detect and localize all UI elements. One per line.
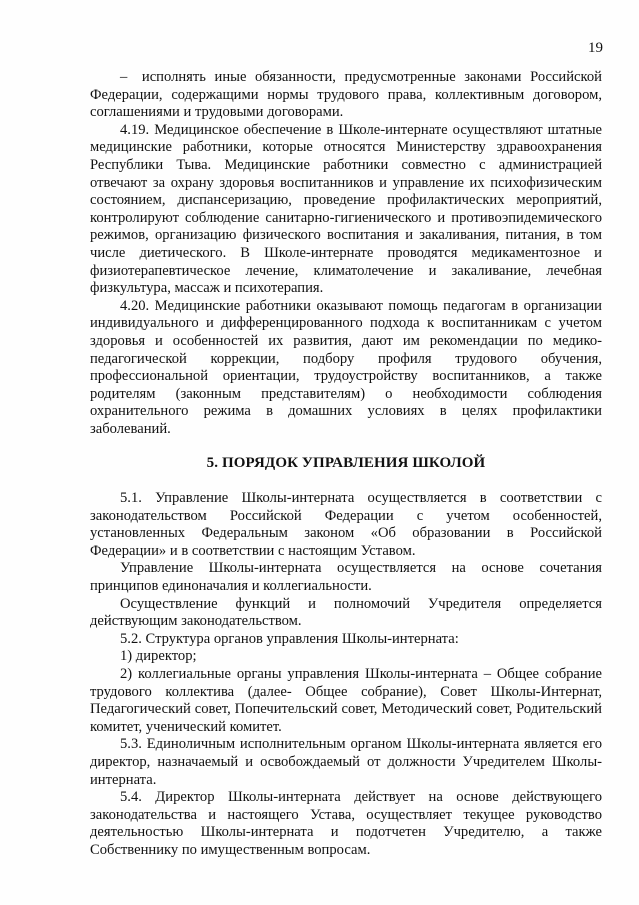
section-heading: 5. ПОРЯДОК УПРАВЛЕНИЯ ШКОЛОЙ [206, 455, 486, 472]
page-content [90, 69, 602, 860]
paragraph-founder-functions: Осуществление функций и полномочий Учредителя определяется действующим законодательством. [90, 595, 602, 630]
page-number: 19 [588, 40, 603, 56]
list-item-director: 1) директор; [120, 648, 197, 665]
paragraph-5-1: 5.1. Управление Школы-интерната осуществляется в соответствии с законодательством Российской Федерации с учетом особенностей, установленных Федеральным законом «Об образовании в Российской Федерации» и в соответствии с настоящим Уставом. [90, 490, 602, 559]
list-item-collegial-bodies: 2) коллегиальные органы управления Школы-интерната – Общее собрание трудового коллектива (далее- Общее собрание), Совет Школы-Интернат, Педагогический совет, Попечительский совет, Методический совет, Родительский комитет, ученический комитет. [90, 666, 602, 735]
paragraph-5-4: 5.4. Директор Школы-интерната действует на основе действующего законодательства и настоящего Устава, осуществляет текущее руководство деятельностью Школы-интерната и подотчетен Учредителю, а также Собственнику по имущественным вопросам. [90, 789, 602, 858]
paragraph-4-20-medical-staff-help: 4.20. Медицинские работники оказывают помощь педагогам в организации индивидуального и дифференцированного подхода к воспитанникам с учетом здоровья и особенностей их развития, дают им рекомендации по медико-педагогической коррекции, подбору профиля трудового обучения, профессиональной ориентации, трудоустройству воспитанников, а также родителям (законным представителям) о необходимости соблюдения охранительного режима в домашних условиях в целях профилактики заболеваний. [90, 297, 602, 437]
paragraph-5-3: 5.3. Единоличным исполнительным органом Школы-интерната является его директор, назначаемый и освобождаемый от должности Учредителем Школы-интерната. [90, 736, 602, 788]
paragraph-4-19-medical-support: 4.19. Медицинское обеспечение в Школе-интернате осуществляют штатные медицинские работники, которые относятся Министерству здравоохранения Республики Тыва. Медицинские работники совместно с администрацией отвечают за охрану здоровья воспитанников и управление их психофизическим состоянием, диспансеризацию, проведение профилактических мероприятий, контролируют соблюдение санитарно-гигиенического и противоэпидемического режимов, организацию физического воспитания и закаливания, питания, в том числе диетического. В Школе-интернате проводятся медикаментозное и физиотерапевтическое лечение, климатолечение и закаливание, лечебная физкультура, массаж и психотерапия. [90, 121, 602, 297]
paragraph-5-2: 5.2. Структура органов управления Школы-интерната: [120, 630, 459, 647]
paragraph-management-principles: Управление Школы-интерната осуществляется на основе сочетания принципов единоначалия и коллегиальности. [90, 560, 602, 595]
paragraph-duties: – исполнять иные обязанности, предусмотренные законами Российской Федерации, содержащими нормы трудового права, коллективным договором, соглашениями и трудовыми договорами. [90, 69, 602, 121]
